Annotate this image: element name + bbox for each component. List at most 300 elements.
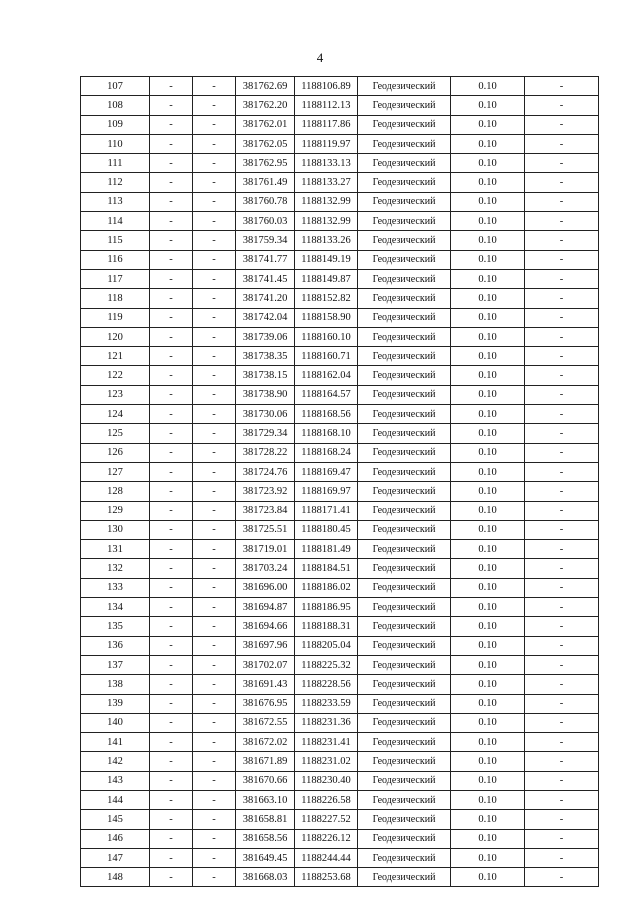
method-cell: Геодезический xyxy=(358,733,451,752)
table-row xyxy=(81,752,599,771)
method-cell: Геодезический xyxy=(358,790,451,809)
precision-cell: 0.10 xyxy=(451,733,525,752)
method-cell: Геодезический xyxy=(358,192,451,211)
table-row xyxy=(81,289,599,308)
table-row xyxy=(81,192,599,211)
method-cell: Геодезический xyxy=(358,829,451,848)
x-coordinate-cell: 381702.07 xyxy=(236,655,295,674)
y-coordinate-cell: 1188186.95 xyxy=(295,598,358,617)
description-cell: - xyxy=(525,540,599,559)
dash-cell: - xyxy=(150,77,193,96)
table-row xyxy=(81,269,599,288)
table-row xyxy=(81,810,599,829)
table-row xyxy=(81,424,599,443)
table-row xyxy=(81,655,599,674)
x-coordinate-cell: 381762.69 xyxy=(236,77,295,96)
dash-cell: - xyxy=(193,810,236,829)
x-coordinate-cell: 381738.90 xyxy=(236,385,295,404)
dash-cell: - xyxy=(193,173,236,192)
point-number-cell: 120 xyxy=(81,327,150,346)
precision-cell: 0.10 xyxy=(451,868,525,887)
point-number-cell: 131 xyxy=(81,540,150,559)
description-cell: - xyxy=(525,308,599,327)
method-cell: Геодезический xyxy=(358,462,451,481)
x-coordinate-cell: 381741.77 xyxy=(236,250,295,269)
table-row xyxy=(81,385,599,404)
dash-cell: - xyxy=(193,77,236,96)
table-row xyxy=(81,848,599,867)
table-row xyxy=(81,520,599,539)
precision-cell: 0.10 xyxy=(451,250,525,269)
point-number-cell: 148 xyxy=(81,868,150,887)
description-cell: - xyxy=(525,212,599,231)
page-number: 4 xyxy=(316,50,324,65)
precision-cell: 0.10 xyxy=(451,771,525,790)
dash-cell: - xyxy=(150,212,193,231)
precision-cell: 0.10 xyxy=(451,231,525,250)
method-cell: Геодезический xyxy=(358,848,451,867)
method-cell: Геодезический xyxy=(358,308,451,327)
x-coordinate-cell: 381723.92 xyxy=(236,482,295,501)
dash-cell: - xyxy=(193,636,236,655)
point-number-cell: 144 xyxy=(81,790,150,809)
y-coordinate-cell: 1188181.49 xyxy=(295,540,358,559)
description-cell: - xyxy=(525,655,599,674)
precision-cell: 0.10 xyxy=(451,96,525,115)
point-number-cell: 136 xyxy=(81,636,150,655)
dash-cell: - xyxy=(193,327,236,346)
x-coordinate-cell: 381760.03 xyxy=(236,212,295,231)
description-cell: - xyxy=(525,501,599,520)
point-number-cell: 134 xyxy=(81,598,150,617)
precision-cell: 0.10 xyxy=(451,752,525,771)
table-row xyxy=(81,868,599,887)
point-number-cell: 137 xyxy=(81,655,150,674)
y-coordinate-cell: 1188244.44 xyxy=(295,848,358,867)
point-number-cell: 114 xyxy=(81,212,150,231)
table-row xyxy=(81,462,599,481)
x-coordinate-cell: 381728.22 xyxy=(236,443,295,462)
dash-cell: - xyxy=(193,231,236,250)
y-coordinate-cell: 1188160.10 xyxy=(295,327,358,346)
dash-cell: - xyxy=(193,771,236,790)
x-coordinate-cell: 381671.89 xyxy=(236,752,295,771)
x-coordinate-cell: 381719.01 xyxy=(236,540,295,559)
dash-cell: - xyxy=(150,675,193,694)
dash-cell: - xyxy=(150,424,193,443)
dash-cell: - xyxy=(150,327,193,346)
table-row xyxy=(81,598,599,617)
precision-cell: 0.10 xyxy=(451,405,525,424)
dash-cell: - xyxy=(193,868,236,887)
x-coordinate-cell: 381729.34 xyxy=(236,424,295,443)
dash-cell: - xyxy=(193,134,236,153)
precision-cell: 0.10 xyxy=(451,269,525,288)
precision-cell: 0.10 xyxy=(451,559,525,578)
dash-cell: - xyxy=(193,308,236,327)
point-number-cell: 142 xyxy=(81,752,150,771)
method-cell: Геодезический xyxy=(358,405,451,424)
dash-cell: - xyxy=(193,366,236,385)
x-coordinate-cell: 381762.95 xyxy=(236,154,295,173)
table-row xyxy=(81,443,599,462)
dash-cell: - xyxy=(150,347,193,366)
x-coordinate-cell: 381658.56 xyxy=(236,829,295,848)
description-cell: - xyxy=(525,327,599,346)
description-cell: - xyxy=(525,771,599,790)
dash-cell: - xyxy=(150,289,193,308)
description-cell: - xyxy=(525,559,599,578)
precision-cell: 0.10 xyxy=(451,134,525,153)
method-cell: Геодезический xyxy=(358,868,451,887)
table-row xyxy=(81,250,599,269)
description-cell: - xyxy=(525,520,599,539)
dash-cell: - xyxy=(150,154,193,173)
point-number-cell: 145 xyxy=(81,810,150,829)
y-coordinate-cell: 1188230.40 xyxy=(295,771,358,790)
method-cell: Геодезический xyxy=(358,713,451,732)
y-coordinate-cell: 1188188.31 xyxy=(295,617,358,636)
description-cell: - xyxy=(525,810,599,829)
y-coordinate-cell: 1188186.02 xyxy=(295,578,358,597)
dash-cell: - xyxy=(150,482,193,501)
method-cell: Геодезический xyxy=(358,559,451,578)
method-cell: Геодезический xyxy=(358,173,451,192)
dash-cell: - xyxy=(193,752,236,771)
dash-cell: - xyxy=(150,462,193,481)
method-cell: Геодезический xyxy=(358,540,451,559)
point-number-cell: 147 xyxy=(81,848,150,867)
dash-cell: - xyxy=(150,655,193,674)
x-coordinate-cell: 381738.15 xyxy=(236,366,295,385)
coordinates-table-body xyxy=(81,77,599,887)
dash-cell: - xyxy=(193,154,236,173)
method-cell: Геодезический xyxy=(358,636,451,655)
point-number-cell: 109 xyxy=(81,115,150,134)
x-coordinate-cell: 381694.87 xyxy=(236,598,295,617)
description-cell: - xyxy=(525,482,599,501)
dash-cell: - xyxy=(193,424,236,443)
point-number-cell: 140 xyxy=(81,713,150,732)
table-row xyxy=(81,733,599,752)
dash-cell: - xyxy=(193,269,236,288)
dash-cell: - xyxy=(150,443,193,462)
x-coordinate-cell: 381760.78 xyxy=(236,192,295,211)
dash-cell: - xyxy=(150,829,193,848)
x-coordinate-cell: 381742.04 xyxy=(236,308,295,327)
dash-cell: - xyxy=(150,868,193,887)
point-number-cell: 107 xyxy=(81,77,150,96)
description-cell: - xyxy=(525,790,599,809)
method-cell: Геодезический xyxy=(358,617,451,636)
precision-cell: 0.10 xyxy=(451,385,525,404)
y-coordinate-cell: 1188132.99 xyxy=(295,192,358,211)
x-coordinate-cell: 381724.76 xyxy=(236,462,295,481)
precision-cell: 0.10 xyxy=(451,308,525,327)
method-cell: Геодезический xyxy=(358,810,451,829)
precision-cell: 0.10 xyxy=(451,636,525,655)
method-cell: Геодезический xyxy=(358,752,451,771)
x-coordinate-cell: 381739.06 xyxy=(236,327,295,346)
x-coordinate-cell: 381649.45 xyxy=(236,848,295,867)
y-coordinate-cell: 1188171.41 xyxy=(295,501,358,520)
table-row xyxy=(81,482,599,501)
dash-cell: - xyxy=(150,231,193,250)
x-coordinate-cell: 381762.01 xyxy=(236,115,295,134)
point-number-cell: 113 xyxy=(81,192,150,211)
dash-cell: - xyxy=(193,482,236,501)
point-number-cell: 128 xyxy=(81,482,150,501)
precision-cell: 0.10 xyxy=(451,578,525,597)
y-coordinate-cell: 1188158.90 xyxy=(295,308,358,327)
description-cell: - xyxy=(525,385,599,404)
dash-cell: - xyxy=(150,636,193,655)
description-cell: - xyxy=(525,405,599,424)
table-row xyxy=(81,154,599,173)
precision-cell: 0.10 xyxy=(451,810,525,829)
description-cell: - xyxy=(525,154,599,173)
precision-cell: 0.10 xyxy=(451,848,525,867)
y-coordinate-cell: 1188233.59 xyxy=(295,694,358,713)
description-cell: - xyxy=(525,598,599,617)
point-number-cell: 135 xyxy=(81,617,150,636)
method-cell: Геодезический xyxy=(358,327,451,346)
precision-cell: 0.10 xyxy=(451,347,525,366)
precision-cell: 0.10 xyxy=(451,655,525,674)
table-row xyxy=(81,501,599,520)
method-cell: Геодезический xyxy=(358,289,451,308)
method-cell: Геодезический xyxy=(358,154,451,173)
method-cell: Геодезический xyxy=(358,77,451,96)
precision-cell: 0.10 xyxy=(451,694,525,713)
point-number-cell: 129 xyxy=(81,501,150,520)
description-cell: - xyxy=(525,366,599,385)
y-coordinate-cell: 1188226.58 xyxy=(295,790,358,809)
precision-cell: 0.10 xyxy=(451,366,525,385)
x-coordinate-cell: 381663.10 xyxy=(236,790,295,809)
method-cell: Геодезический xyxy=(358,212,451,231)
precision-cell: 0.10 xyxy=(451,520,525,539)
x-coordinate-cell: 381762.20 xyxy=(236,96,295,115)
table-row xyxy=(81,829,599,848)
method-cell: Геодезический xyxy=(358,443,451,462)
x-coordinate-cell: 381691.43 xyxy=(236,675,295,694)
y-coordinate-cell: 1188149.87 xyxy=(295,269,358,288)
description-cell: - xyxy=(525,752,599,771)
x-coordinate-cell: 381759.34 xyxy=(236,231,295,250)
x-coordinate-cell: 381738.35 xyxy=(236,347,295,366)
table-row xyxy=(81,578,599,597)
point-number-cell: 143 xyxy=(81,771,150,790)
point-number-cell: 117 xyxy=(81,269,150,288)
precision-cell: 0.10 xyxy=(451,540,525,559)
point-number-cell: 127 xyxy=(81,462,150,481)
y-coordinate-cell: 1188169.47 xyxy=(295,462,358,481)
table-row xyxy=(81,212,599,231)
dash-cell: - xyxy=(193,250,236,269)
coordinates-table xyxy=(80,76,599,887)
precision-cell: 0.10 xyxy=(451,482,525,501)
method-cell: Геодезический xyxy=(358,250,451,269)
description-cell: - xyxy=(525,617,599,636)
dash-cell: - xyxy=(193,520,236,539)
x-coordinate-cell: 381697.96 xyxy=(236,636,295,655)
precision-cell: 0.10 xyxy=(451,115,525,134)
method-cell: Геодезический xyxy=(358,578,451,597)
point-number-cell: 132 xyxy=(81,559,150,578)
dash-cell: - xyxy=(150,771,193,790)
x-coordinate-cell: 381762.05 xyxy=(236,134,295,153)
table-row xyxy=(81,617,599,636)
dash-cell: - xyxy=(193,115,236,134)
dash-cell: - xyxy=(150,250,193,269)
x-coordinate-cell: 381741.45 xyxy=(236,269,295,288)
dash-cell: - xyxy=(193,347,236,366)
dash-cell: - xyxy=(193,501,236,520)
y-coordinate-cell: 1188184.51 xyxy=(295,559,358,578)
precision-cell: 0.10 xyxy=(451,424,525,443)
precision-cell: 0.10 xyxy=(451,790,525,809)
description-cell: - xyxy=(525,96,599,115)
dash-cell: - xyxy=(150,598,193,617)
x-coordinate-cell: 381696.00 xyxy=(236,578,295,597)
precision-cell: 0.10 xyxy=(451,501,525,520)
point-number-cell: 130 xyxy=(81,520,150,539)
table-row xyxy=(81,405,599,424)
description-cell: - xyxy=(525,848,599,867)
dash-cell: - xyxy=(193,96,236,115)
y-coordinate-cell: 1188112.13 xyxy=(295,96,358,115)
y-coordinate-cell: 1188226.12 xyxy=(295,829,358,848)
description-cell: - xyxy=(525,173,599,192)
precision-cell: 0.10 xyxy=(451,77,525,96)
description-cell: - xyxy=(525,115,599,134)
dash-cell: - xyxy=(150,848,193,867)
dash-cell: - xyxy=(150,405,193,424)
description-cell: - xyxy=(525,134,599,153)
description-cell: - xyxy=(525,347,599,366)
y-coordinate-cell: 1188117.86 xyxy=(295,115,358,134)
x-coordinate-cell: 381694.66 xyxy=(236,617,295,636)
table-row xyxy=(81,77,599,96)
precision-cell: 0.10 xyxy=(451,173,525,192)
point-number-cell: 110 xyxy=(81,134,150,153)
table-row xyxy=(81,173,599,192)
precision-cell: 0.10 xyxy=(451,154,525,173)
dash-cell: - xyxy=(150,501,193,520)
precision-cell: 0.10 xyxy=(451,829,525,848)
precision-cell: 0.10 xyxy=(451,713,525,732)
dash-cell: - xyxy=(150,134,193,153)
description-cell: - xyxy=(525,694,599,713)
table-row xyxy=(81,347,599,366)
dash-cell: - xyxy=(193,713,236,732)
dash-cell: - xyxy=(193,559,236,578)
table-row xyxy=(81,636,599,655)
dash-cell: - xyxy=(150,790,193,809)
description-cell: - xyxy=(525,636,599,655)
method-cell: Геодезический xyxy=(358,134,451,153)
point-number-cell: 126 xyxy=(81,443,150,462)
precision-cell: 0.10 xyxy=(451,617,525,636)
dash-cell: - xyxy=(193,443,236,462)
precision-cell: 0.10 xyxy=(451,212,525,231)
x-coordinate-cell: 381730.06 xyxy=(236,405,295,424)
dash-cell: - xyxy=(150,366,193,385)
y-coordinate-cell: 1188133.27 xyxy=(295,173,358,192)
point-number-cell: 146 xyxy=(81,829,150,848)
y-coordinate-cell: 1188106.89 xyxy=(295,77,358,96)
dash-cell: - xyxy=(150,385,193,404)
method-cell: Геодезический xyxy=(358,231,451,250)
dash-cell: - xyxy=(193,675,236,694)
x-coordinate-cell: 381703.24 xyxy=(236,559,295,578)
method-cell: Геодезический xyxy=(358,771,451,790)
x-coordinate-cell: 381723.84 xyxy=(236,501,295,520)
precision-cell: 0.10 xyxy=(451,443,525,462)
description-cell: - xyxy=(525,675,599,694)
table-row xyxy=(81,559,599,578)
table-row xyxy=(81,713,599,732)
dash-cell: - xyxy=(150,269,193,288)
point-number-cell: 116 xyxy=(81,250,150,269)
dash-cell: - xyxy=(150,540,193,559)
y-coordinate-cell: 1188162.04 xyxy=(295,366,358,385)
point-number-cell: 123 xyxy=(81,385,150,404)
table-row xyxy=(81,694,599,713)
method-cell: Геодезический xyxy=(358,115,451,134)
y-coordinate-cell: 1188168.56 xyxy=(295,405,358,424)
y-coordinate-cell: 1188133.26 xyxy=(295,231,358,250)
table-row xyxy=(81,540,599,559)
dash-cell: - xyxy=(150,694,193,713)
point-number-cell: 141 xyxy=(81,733,150,752)
description-cell: - xyxy=(525,578,599,597)
table-row xyxy=(81,790,599,809)
method-cell: Геодезический xyxy=(358,520,451,539)
x-coordinate-cell: 381672.55 xyxy=(236,713,295,732)
y-coordinate-cell: 1188133.13 xyxy=(295,154,358,173)
description-cell: - xyxy=(525,231,599,250)
method-cell: Геодезический xyxy=(358,269,451,288)
point-number-cell: 111 xyxy=(81,154,150,173)
table-row xyxy=(81,327,599,346)
x-coordinate-cell: 381668.03 xyxy=(236,868,295,887)
x-coordinate-cell: 381676.95 xyxy=(236,694,295,713)
dash-cell: - xyxy=(150,810,193,829)
method-cell: Геодезический xyxy=(358,675,451,694)
table-row xyxy=(81,115,599,134)
description-cell: - xyxy=(525,733,599,752)
point-number-cell: 124 xyxy=(81,405,150,424)
dash-cell: - xyxy=(150,173,193,192)
precision-cell: 0.10 xyxy=(451,675,525,694)
dash-cell: - xyxy=(150,752,193,771)
dash-cell: - xyxy=(193,848,236,867)
point-number-cell: 119 xyxy=(81,308,150,327)
y-coordinate-cell: 1188231.02 xyxy=(295,752,358,771)
dash-cell: - xyxy=(150,713,193,732)
dash-cell: - xyxy=(150,520,193,539)
precision-cell: 0.10 xyxy=(451,327,525,346)
y-coordinate-cell: 1188149.19 xyxy=(295,250,358,269)
point-number-cell: 118 xyxy=(81,289,150,308)
dash-cell: - xyxy=(193,598,236,617)
dash-cell: - xyxy=(193,617,236,636)
method-cell: Геодезический xyxy=(358,482,451,501)
point-number-cell: 139 xyxy=(81,694,150,713)
method-cell: Геодезический xyxy=(358,96,451,115)
